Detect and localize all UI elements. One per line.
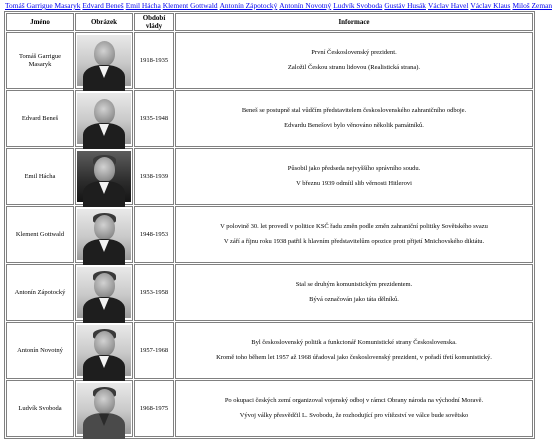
president-info	[175, 32, 533, 89]
header-image: Obrázek	[75, 13, 133, 31]
president-info	[175, 148, 533, 205]
president-photo	[77, 93, 131, 144]
president-info	[175, 380, 533, 437]
table-row	[6, 206, 533, 263]
info-line: V březnu 1939 odmítl slib věrnosti Hitlerovi	[296, 180, 412, 187]
info-line: Kromě toho během let 1957 až 1968 úřadoval jako československý prezident, v pořadí třetí komunistický.	[216, 354, 492, 361]
header-term: Období vlády	[134, 13, 174, 31]
president-nav	[5, 1, 552, 10]
nav-link-husak[interactable]: Gustáv Husák	[384, 1, 426, 10]
nav-link-zeman[interactable]: Miloš Zeman	[512, 1, 552, 10]
president-photo	[77, 267, 131, 318]
table-row	[6, 380, 533, 437]
president-info	[175, 90, 533, 147]
president-name: Tomáš Garrigue Masaryk	[6, 32, 74, 89]
president-term: 1918-1935	[134, 32, 174, 89]
info-line: V září a říjnu roku 1938 patřil k hlavním představitelům opozice proti přijetí Mnichovského diktátu.	[223, 238, 485, 245]
info-line: Bývá označován jako táta dělníků.	[309, 296, 399, 303]
president-photo-cell	[75, 148, 133, 205]
president-info	[175, 206, 533, 263]
president-term: 1948-1953	[134, 206, 174, 263]
president-photo-cell	[75, 206, 133, 263]
president-name: Edvard Beneš	[6, 90, 74, 147]
president-name: Antonín Zápotocký	[6, 264, 74, 321]
president-photo	[77, 325, 131, 376]
table-row	[6, 148, 533, 205]
nav-link-novotny[interactable]: Antonín Novotný	[279, 1, 332, 10]
president-photo-cell	[75, 322, 133, 379]
header-info: Informace	[175, 13, 533, 31]
president-term: 1953-1958	[134, 264, 174, 321]
president-photo	[77, 209, 131, 260]
president-photo-cell	[75, 380, 133, 437]
president-photo	[77, 151, 131, 202]
president-photo-cell	[75, 32, 133, 89]
table-row	[6, 264, 533, 321]
nav-link-benes[interactable]: Edvard Beneš	[82, 1, 124, 10]
president-photo-cell	[75, 264, 133, 321]
table-row	[6, 32, 533, 89]
info-line: V polovině 30. let provedl v politice KSČ řadu změn podle změn zahraniční politiky Sovětského svazu	[220, 223, 488, 230]
info-line: Byl československý politik a funkcionář Komunistické strany Československa.	[251, 339, 457, 346]
info-line: První Československý prezident.	[311, 49, 397, 56]
president-term: 1957-1968	[134, 322, 174, 379]
presidents-table	[4, 11, 535, 439]
president-term: 1938-1939	[134, 148, 174, 205]
president-info	[175, 322, 533, 379]
nav-link-masaryk[interactable]: Tomáš Garrigue Masaryk	[5, 1, 81, 10]
info-line: Vývoj války přesvědčil L. Svobodu, že rozhodující pro vítězství ve válce bude sovětsko	[239, 412, 469, 419]
nav-link-svoboda[interactable]: Ludvík Svoboda	[333, 1, 383, 10]
table-header-row	[6, 13, 533, 31]
nav-link-havel[interactable]: Václav Havel	[427, 1, 469, 10]
info-line: Působil jako předseda nejvyššího správního soudu.	[287, 165, 421, 172]
info-line: Založil Českou stranu lidovou (Realistická strana).	[287, 64, 421, 71]
president-photo	[77, 383, 131, 434]
info-line: Po okupaci českých zemí organizoval vojenský odboj v rámci Obrany národa na východní Moravě.	[224, 397, 484, 404]
president-info	[175, 264, 533, 321]
table-row	[6, 322, 533, 379]
president-name: Ludvík Svoboda	[6, 380, 74, 437]
nav-link-hacha[interactable]: Emil Hácha	[125, 1, 161, 10]
president-name: Klement Gottwald	[6, 206, 74, 263]
nav-link-gottwald[interactable]: Klement Gottwald	[162, 1, 218, 10]
president-name: Emil Hácha	[6, 148, 74, 205]
table-row	[6, 90, 533, 147]
nav-link-klaus[interactable]: Václav Klaus	[470, 1, 511, 10]
president-term: 1935-1948	[134, 90, 174, 147]
president-photo-cell	[75, 90, 133, 147]
president-term: 1968-1975	[134, 380, 174, 437]
info-line: Edvardu Benešovi bylo věnováno několik památníků.	[284, 122, 424, 129]
president-name: Antonín Novotný	[6, 322, 74, 379]
nav-link-zapotocky[interactable]: Antonín Zápotocký	[219, 1, 278, 10]
info-line: Stal se druhým komunistickým prezidentem.	[295, 281, 413, 288]
president-photo	[77, 35, 131, 86]
info-line: Beneš se postupně stal vůdčím představitelem československého zahraničního odboje.	[241, 107, 467, 114]
header-name: Jméno	[6, 13, 74, 31]
